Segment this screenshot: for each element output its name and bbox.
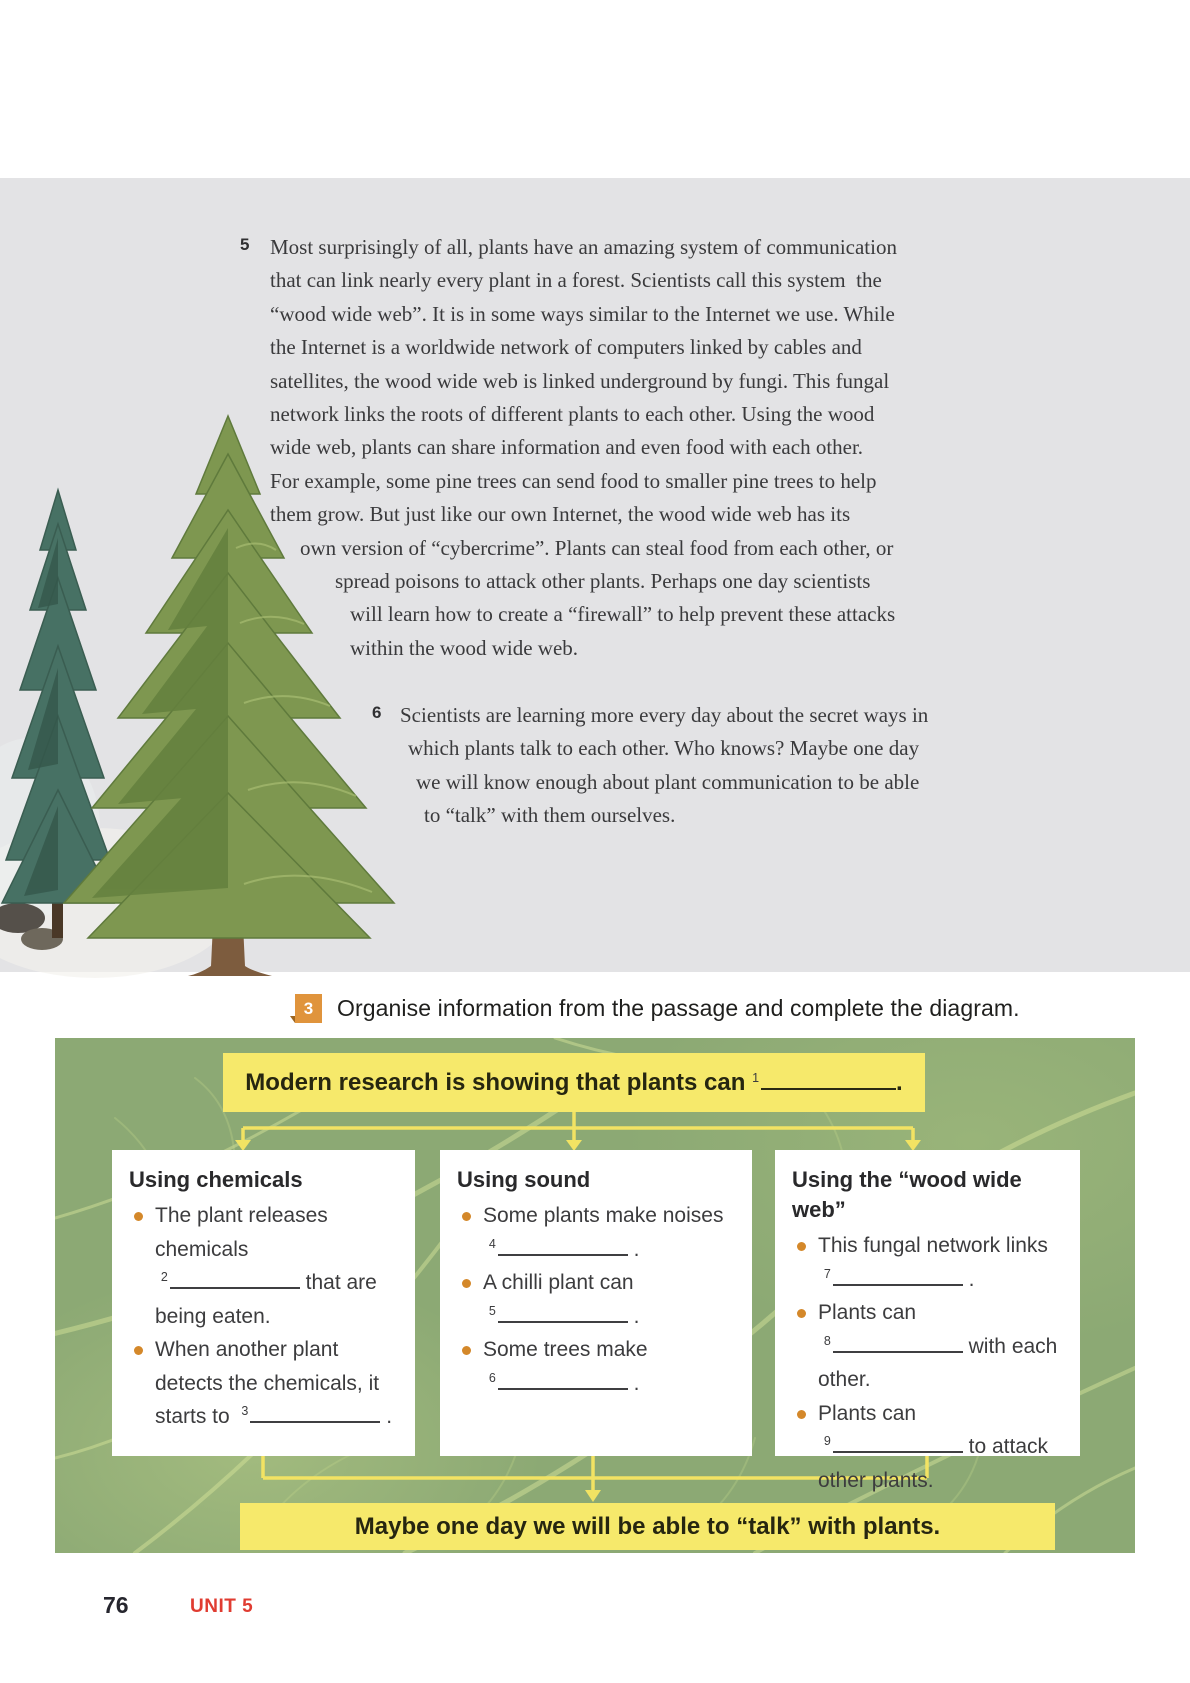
diagram-bullet (792, 1397, 1063, 1498)
bullet-text: Some plants make noises (483, 1204, 724, 1227)
bottom-statement-text: Maybe one day we will be able to “talk” with plants. (354, 1512, 941, 1540)
diagram-box-wood-wide-web (775, 1150, 1080, 1492)
diagram-bullet (129, 1333, 398, 1434)
top-statement-period: . (896, 1068, 903, 1096)
passage-line: For example, some pine trees can send food to smaller pine trees to help (270, 468, 877, 493)
passage-line: spread poisons to attack other plants. Perhaps one day scientists (335, 569, 871, 594)
fill-blank: 4 (483, 1238, 628, 1261)
bullet-text: . (968, 1267, 975, 1291)
diagram-box-sound (440, 1150, 752, 1456)
bullet-text: . (633, 1304, 640, 1328)
passage-line: Most surprisingly of all, plants have an amazing system of communication (270, 235, 897, 259)
bullet-text: Some trees make (483, 1338, 648, 1361)
diagram-bullet (792, 1229, 1063, 1296)
bullet-text: When another plant detects the chemicals, it starts to (155, 1338, 380, 1428)
passage-paragraph-5 (240, 231, 1040, 665)
passage-line: “wood wide web”. It is in some ways similar to the Internet we use. While (270, 301, 895, 326)
bullet-text: that are being eaten. (155, 1271, 377, 1328)
diagram-bullet (457, 1266, 735, 1333)
paragraph-number: 6 (372, 703, 382, 722)
fill-blank: 8 (818, 1335, 963, 1358)
exercise-heading (295, 993, 1020, 1023)
bullet-text: Plants can (818, 1401, 917, 1425)
bullet-text: A chilli plant can (483, 1271, 634, 1294)
exercise-number-tag: 3 (295, 994, 322, 1023)
passage-line: the Internet is a worldwide network of computers linked by cables and (270, 335, 862, 360)
passage-line: network links the roots of different plants to each other. Using the wood (270, 402, 875, 427)
diagram-panel (55, 1038, 1135, 1553)
passage-line: will learn how to create a “firewall” to help prevent these attacks (350, 602, 896, 627)
box-title: Using sound (457, 1167, 591, 1192)
passage-line: we will know enough about plant communication to be able (416, 769, 920, 794)
bullet-text: with each other. (818, 1334, 1058, 1391)
diagram-bullet (457, 1333, 735, 1400)
passage-line: that can link nearly every plant in a forest. Scientists call this system the (270, 268, 882, 293)
paragraph-number: 5 (240, 235, 250, 254)
fill-blank-1: 1 (745, 1068, 896, 1098)
unit-label: UNIT 5 (190, 1596, 254, 1617)
bullet-text: to attack other plants. (818, 1435, 1049, 1492)
bullet-text: . (386, 1405, 393, 1428)
diagram-bottom-statement (240, 1503, 1055, 1550)
page-number: 76 (103, 1592, 129, 1618)
box-title: Using chemicals (129, 1167, 303, 1192)
passage-line: own version of “cybercrime”. Plants can steal food from each other, or (300, 535, 894, 560)
bullet-text: . (633, 1371, 640, 1395)
fill-blank: 3 (236, 1405, 381, 1428)
fill-blank: 7 (818, 1268, 963, 1291)
paragraph-lines (270, 231, 1040, 665)
paragraph-lines (400, 699, 1032, 833)
passage-line: satellites, the wood wide web is linked underground by fungi. This fungal (270, 368, 890, 393)
passage-line: wide web, plants can share information and even food with each other. (270, 435, 864, 460)
passage-line: Scientists are learning more every day about the secret ways in (400, 703, 929, 727)
fill-blank: 5 (483, 1305, 628, 1328)
passage-line: to “talk” with them ourselves. (424, 803, 676, 828)
passage-line: them grow. But just like our own Internet, the wood wide web has its (270, 502, 851, 527)
exercise-title: Organise information from the passage and complete the diagram. (337, 995, 1020, 1021)
diagram-bullet (792, 1296, 1063, 1397)
passage-line: within the wood wide web. (350, 635, 579, 660)
diagram-bullet (457, 1199, 735, 1266)
passage-line: which plants talk to each other. Who knows? Maybe one day (408, 736, 920, 761)
top-statement-text: Modern research is showing that plants can (245, 1068, 746, 1096)
bullet-text: This fungal network links (818, 1234, 1048, 1257)
bullet-text: . (633, 1237, 640, 1261)
diagram-bullet (129, 1199, 398, 1333)
fill-blank: 9 (818, 1435, 963, 1458)
bullet-text: Plants can (818, 1301, 917, 1324)
box-title: Using the “wood wide web” (792, 1167, 1022, 1222)
fill-blank: 6 (483, 1372, 628, 1395)
diagram-top-statement (223, 1053, 925, 1112)
passage-paragraph-6 (372, 699, 1032, 833)
bullet-text: The plant releases chemicals (155, 1204, 328, 1261)
diagram-box-chemicals (112, 1150, 415, 1456)
fill-blank: 2 (155, 1271, 300, 1294)
